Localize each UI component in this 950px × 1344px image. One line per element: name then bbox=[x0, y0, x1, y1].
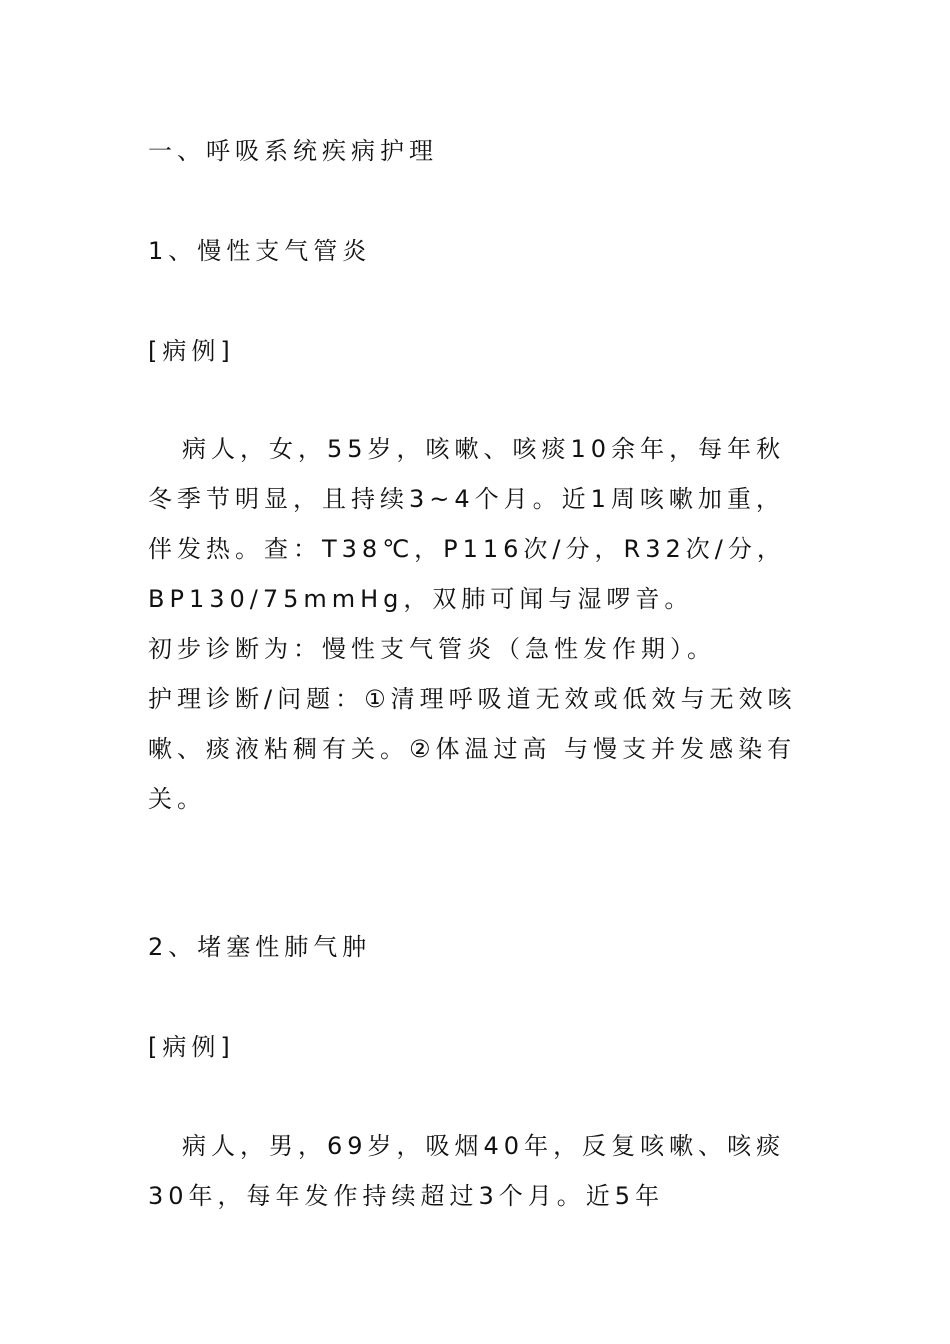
case1-heading: 1、慢性支气管炎 bbox=[148, 237, 372, 265]
case1-label: [病例] bbox=[148, 337, 235, 365]
section-title: 一、呼吸系统疾病护理 bbox=[148, 137, 438, 165]
case2-heading: 2、堵塞性肺气肿 bbox=[148, 933, 372, 961]
case2-content bbox=[148, 1121, 803, 1221]
case2-body: 病人，男，69岁，吸烟40年，反复咳嗽、咳痰30年，每年发作持续超过3个月。近5年 bbox=[148, 1132, 786, 1210]
case1-diagnosis: 初步诊断为：慢性支气管炎（急性发作期）。 bbox=[148, 635, 716, 663]
case1-content bbox=[148, 424, 803, 824]
case2-label: [病例] bbox=[148, 1033, 235, 1061]
case1-body: 病人，女，55岁，咳嗽、咳痰10余年，每年秋冬季节明显，且持续3~4个月。近1周咳嗽加重，伴发热。查：T38℃，P116次/分，R32次/分，BP130/75mmHg，双肺可闻与湿啰音。 bbox=[148, 435, 786, 613]
case1-nursing: 护理诊断/问题：①清理呼吸道无效或低效与无效咳嗽、痰液粘稠有关。②体温过高 与慢支并发感染有关。 bbox=[148, 685, 797, 813]
